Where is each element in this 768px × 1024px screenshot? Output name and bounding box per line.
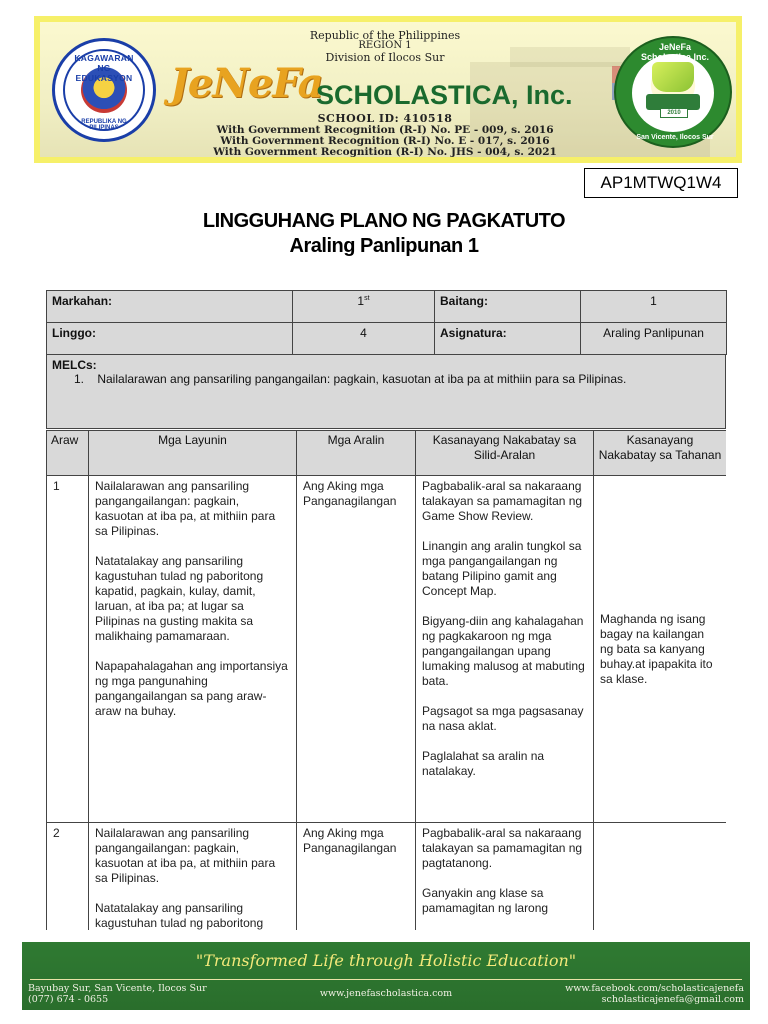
tahanan-cell: Maghanda ng isang bagay na kailangan ng bata sa kanyang buhay.at ipapakita ito sa klase.: [594, 476, 727, 823]
silid-item: Linangin ang aralin tungkol sa mga pangangailangan ng batang Pilipino gamit ang Concept Map.: [422, 539, 582, 598]
silid-item: Ganyakin ang klase sa pamamagitan ng larong: [422, 886, 549, 915]
region-text: REGION 1: [358, 40, 412, 51]
diamond-icon: [652, 62, 694, 92]
silid-item: Pagsagot sa mga pagsasanay na nasa aklat.: [422, 704, 584, 733]
silid-cell: [416, 476, 594, 823]
meta-row-linggo: [47, 323, 727, 355]
footer-website-link[interactable]: www.jenefascholastica.com: [319, 988, 453, 999]
banner-background: [40, 22, 736, 157]
layunin-item: Natatalakay ang pansariling kagustuhan tulad ng paboritong: [95, 901, 264, 930]
page-subtitle: Araling Panlipunan 1: [289, 235, 479, 257]
brand-jenefa-logo: JeNeFa: [170, 60, 323, 107]
silid-item: Pagbabalik-aral sa nakaraang talakayan sa pamamagitan ng pagtatanong.: [422, 826, 583, 870]
linggo-label: Linggo:: [47, 323, 293, 355]
silid-item: Bigyang-diin ang kahalagahan ng pagkakaroon ng mga pangangailangan upang lumaking malusog at mabuting bata.: [422, 614, 585, 688]
division-text: Division of Ilocos Sur: [325, 51, 445, 64]
address-line: Bayubay Sur, San Vicente, Ilocos Sur: [28, 983, 207, 994]
asignatura-value: Araling Panlipunan: [581, 323, 727, 355]
recognition-line-3: With Government Recognition (R-I) No. JHS - 004, s. 2021: [213, 146, 557, 157]
plan-header-row: [47, 431, 727, 476]
recognition-line-2: With Government Recognition (R-I) No. E - 017, s. 2016: [220, 135, 550, 147]
linggo-value: 4: [293, 323, 435, 355]
school-id: SCHOOL ID: 410518: [317, 112, 453, 125]
lesson-plan-table: [46, 430, 726, 930]
meta-table: [46, 290, 726, 429]
document-code: AP1MTWQ1W4: [584, 168, 738, 198]
tahanan-cell: [594, 823, 727, 931]
brand-scholastica-text: SCHOLASTICA, Inc.: [316, 80, 573, 110]
footer-divider: [30, 979, 742, 980]
layunin-item: Nailalarawan ang pansariling pangangailangan: pagkain, kasuotan at iba pa, at mithiin para sa Pilipinas.: [95, 826, 276, 885]
aralin-cell: Ang Aking mga Panganagilangan: [297, 476, 416, 823]
col-header-silid: Kasanayang Nakabatay sa Silid-Aralan: [416, 431, 594, 476]
deped-seal-top-text: KAGAWARAN NG EDUKASYON: [74, 53, 134, 83]
melcs-item: 1. Nailalarawan ang pansariling pangangailan: pagkain, kasuotan at iba pa at mithiin para sa Pilipinas.: [74, 372, 627, 386]
header-banner: [34, 16, 742, 163]
baitang-value: 1: [581, 291, 727, 323]
markahan-label: Markahan:: [47, 291, 293, 323]
markahan-number: 1: [357, 294, 365, 308]
footer-motto: "Transformed Life through Holistic Education": [195, 951, 577, 970]
silid-cell: [416, 823, 594, 931]
table-row: [47, 476, 727, 823]
col-header-layunin: Mga Layunin: [89, 431, 297, 476]
page-title: LINGGUHANG PLANO NG PAGKATUTO: [202, 210, 566, 232]
jenefa-seal-bottom-text: San Vicente, Ilocos Sur: [636, 134, 714, 141]
deped-seal-bottom-text: REPUBLIKA NG PILIPINAS: [81, 119, 127, 131]
jenefa-seal-logo: [614, 36, 732, 148]
araw-cell: 1: [47, 476, 89, 823]
meta-row-markahan: [47, 291, 727, 323]
markahan-suffix: st: [364, 295, 370, 302]
col-header-araw: Araw: [47, 431, 89, 476]
table-row: [47, 823, 727, 931]
melcs-section: [46, 355, 726, 429]
footer-contacts: [565, 983, 744, 1005]
baitang-label: Baitang:: [435, 291, 581, 323]
recognition-line-1: With Government Recognition (R-I) No. PE - 009, s. 2016: [216, 124, 554, 136]
silid-item: Paglalahat sa aralin na natalakay.: [422, 749, 545, 778]
email-link[interactable]: scholasticajenefa@gmail.com: [601, 994, 744, 1005]
footer-banner: [22, 942, 750, 1010]
republic-text: Republic of the Philippines: [309, 29, 461, 42]
deped-seal-logo: [52, 38, 156, 142]
col-header-tahanan: Kasanayang Nakabatay sa Tahanan: [594, 431, 727, 476]
seal-year: 2010: [660, 108, 688, 118]
layunin-item: Nailalarawan ang pansariling pangangailangan: pagkain, kasuotan at iba pa, at mithiin para sa Pilipinas.: [95, 479, 276, 538]
jenefa-seal-top-text: JeNeFa Scholastica Inc.: [640, 42, 710, 62]
aralin-cell: Ang Aking mga Panganagilangan: [297, 823, 416, 931]
melcs-label: MELCs:: [52, 358, 97, 372]
araw-cell: 2: [47, 823, 89, 931]
silid-item: Pagbabalik-aral sa nakaraang talakayan sa pamamagitan ng Game Show Review.: [422, 479, 583, 523]
layunin-item: Napapahalagahan ang importansiya ng mga pangunahing pangangailangan sa pang araw-araw na buhay.: [95, 659, 288, 718]
col-header-aralin: Mga Aralin: [297, 431, 416, 476]
layunin-item: Natatalakay ang pansariling kagustuhan tulad ng paboritong kapatid, pagkain, kulay, damit, laruan, at iba pa; at lugar sa Pilipinas na gusting makita sa malikhaing pamamaraan.: [95, 554, 264, 643]
layunin-cell: [89, 823, 297, 931]
layunin-cell: [89, 476, 297, 823]
phone-line: (077) 674 - 0655: [28, 994, 109, 1005]
facebook-link[interactable]: www.facebook.com/scholasticajenefa: [565, 983, 744, 994]
markahan-value: [293, 291, 435, 323]
asignatura-label: Asignatura:: [435, 323, 581, 355]
building-roof: [510, 47, 630, 67]
